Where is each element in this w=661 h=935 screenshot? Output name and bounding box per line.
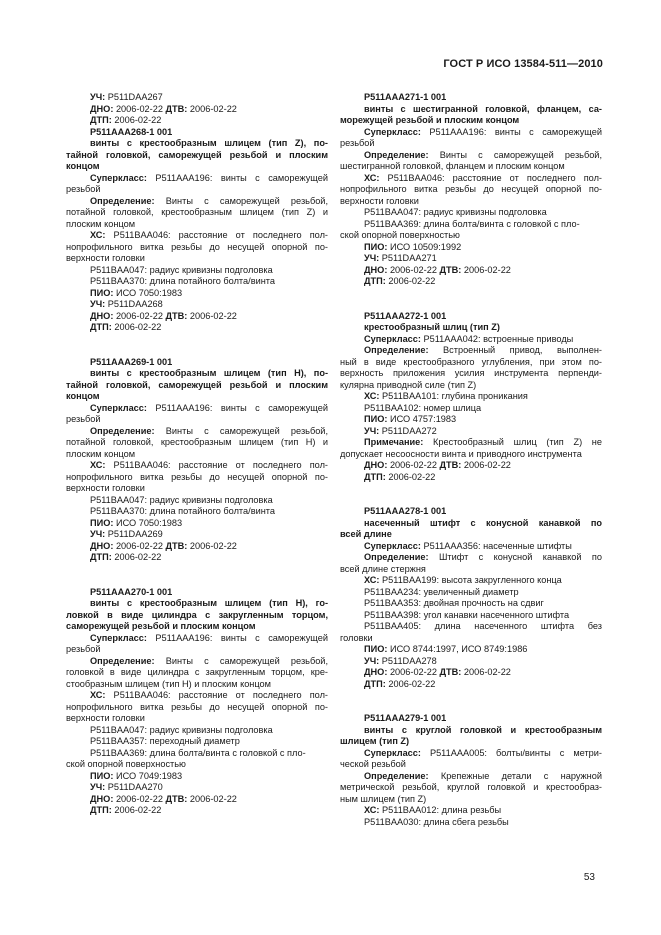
line: резьбой bbox=[340, 138, 375, 148]
line bbox=[340, 575, 602, 587]
field-label: УЧ: bbox=[90, 529, 106, 539]
line bbox=[340, 541, 602, 553]
field-value: 2006-02-22 bbox=[187, 793, 237, 804]
line bbox=[66, 230, 328, 242]
field-label: ДТВ: bbox=[165, 540, 188, 551]
line: головки bbox=[340, 632, 373, 643]
line: шестигранной головкой, фланцем и плоским концом bbox=[340, 161, 565, 171]
line: нопрофильного витка резьбы до несущей опорной по- bbox=[66, 471, 328, 482]
left-column bbox=[66, 92, 328, 840]
line: плоским концом bbox=[66, 218, 136, 229]
field-label: ДНО: bbox=[364, 460, 388, 470]
field-value: 2006-02-22 bbox=[461, 264, 511, 275]
field-label: ПИО: bbox=[90, 770, 114, 781]
line: ным шлицем (тип Z) bbox=[340, 793, 427, 804]
field-label: ПИО: bbox=[364, 414, 388, 424]
field-value: Крестообразный шлиц (тип Z) не bbox=[423, 437, 602, 447]
field-label: ДТП: bbox=[90, 115, 112, 125]
entry-title: шлицем (тип Z) bbox=[340, 736, 410, 746]
field-label: Определение: bbox=[364, 552, 429, 562]
line bbox=[340, 552, 602, 564]
line bbox=[340, 391, 602, 403]
field-label: ДТВ: bbox=[439, 667, 462, 677]
field-value: ИСО 10509:1992 bbox=[387, 241, 462, 252]
field-value: P511AAA196: винты с саморежущей bbox=[146, 632, 328, 643]
field-label: ДНО: bbox=[90, 793, 114, 804]
line: верхности головки bbox=[66, 713, 145, 723]
line bbox=[66, 115, 328, 127]
entry-title: тайной головкой, саморежущей резьбой и плоским bbox=[66, 149, 328, 160]
line bbox=[66, 322, 328, 334]
line bbox=[340, 472, 602, 484]
entry-title: винты с крестообразным шлицем (тип Z), по- bbox=[90, 138, 328, 148]
line: нопрофильного витка резьбы до несущей опорной по- bbox=[66, 241, 328, 252]
line bbox=[340, 127, 602, 139]
line: кулярна приводной силе (тип Z) bbox=[340, 379, 477, 390]
field-value: 2006-02-22 bbox=[187, 310, 237, 321]
field-value: P511AAA042: встроенные приводы bbox=[420, 333, 574, 344]
entry bbox=[66, 587, 328, 817]
field-value: P511AAA005: болты/винты с метри- bbox=[420, 747, 602, 758]
field-value: 2006-02-22 bbox=[385, 276, 436, 286]
field-value: P511DAA270 bbox=[105, 782, 163, 792]
field-label: УЧ: bbox=[90, 299, 106, 309]
field-value: P511BAA199: высота закругленного конца bbox=[379, 575, 562, 585]
field-label: Определение: bbox=[90, 195, 155, 206]
field-value: 2006-02-22 bbox=[187, 103, 237, 114]
field-label: ХС: bbox=[364, 391, 380, 401]
entry-code: P511AAA272-1 001 bbox=[364, 310, 447, 321]
line: P511BAA047: радиус кривизны подголовка bbox=[364, 207, 547, 217]
line bbox=[340, 253, 602, 265]
line bbox=[66, 771, 328, 783]
field-value: P511BAA046: расстояние от последнего пол- bbox=[105, 460, 328, 470]
line bbox=[340, 242, 602, 254]
field-label: ДНО: bbox=[364, 667, 388, 677]
entry-title: саморежущей резьбой и плоским концом bbox=[66, 621, 256, 631]
field-value: ИСО 7049:1983 bbox=[113, 770, 183, 781]
field-value: 2006-02-22 bbox=[113, 793, 166, 804]
line bbox=[340, 437, 602, 449]
line bbox=[340, 426, 602, 438]
entry-title: винты с круглой головкой и крестообразным bbox=[364, 724, 602, 735]
field-label: Суперкласс: bbox=[90, 402, 147, 413]
field-value: 2006-02-22 bbox=[387, 264, 440, 275]
line bbox=[340, 265, 602, 277]
line bbox=[66, 403, 328, 415]
line bbox=[66, 690, 328, 702]
field-value: P511BAA101: глубина проникания bbox=[379, 391, 528, 401]
line bbox=[340, 460, 602, 472]
entry-code: P511AAA268-1 001 bbox=[90, 126, 173, 137]
document-header: ГОСТ Р ИСО 13584-511—2010 bbox=[443, 58, 603, 70]
entry-title: винты с шестигранной головкой, фланцем, са- bbox=[364, 103, 602, 114]
line bbox=[66, 288, 328, 300]
field-label: ДТП: bbox=[90, 322, 112, 332]
line bbox=[66, 311, 328, 323]
field-value: Штифт с конусной канавкой по bbox=[428, 552, 602, 562]
entry bbox=[66, 92, 328, 334]
field-label: ХС: bbox=[90, 230, 106, 240]
field-value: Винты с саморежущей резьбой, bbox=[154, 425, 328, 436]
line: всей длине стержня bbox=[340, 563, 426, 574]
field-label: ДТВ: bbox=[165, 103, 188, 114]
field-label: Примечание: bbox=[364, 437, 424, 447]
entry bbox=[340, 506, 602, 690]
line bbox=[340, 414, 602, 426]
field-label: Суперкласс: bbox=[364, 126, 421, 137]
field-label: Суперкласс: bbox=[90, 632, 147, 643]
field-label: ДТП: bbox=[90, 805, 112, 815]
line: стообразным шлицем (тип H) и плоским концом bbox=[66, 678, 271, 689]
line: нопрофильного витка резьбы до несущей опорной по- bbox=[340, 184, 602, 194]
entry-code: P511AAA269-1 001 bbox=[90, 356, 173, 367]
entry-title: всей длине bbox=[340, 529, 392, 539]
entry-code: P511AAA278-1 001 bbox=[364, 506, 447, 516]
field-value: 2006-02-22 bbox=[385, 471, 436, 482]
line: допускает несоосности винта и приводного инструмента bbox=[340, 448, 582, 459]
entry-title: крестообразный шлиц (тип Z) bbox=[364, 322, 500, 332]
field-label: УЧ: bbox=[364, 425, 380, 436]
field-label: Суперкласс: bbox=[90, 172, 147, 183]
line: верхности головки bbox=[66, 483, 145, 493]
line: ческой резьбой bbox=[340, 759, 406, 769]
line bbox=[66, 794, 328, 806]
field-value: P511DAA267 bbox=[105, 92, 163, 102]
field-value: P511AAA196: винты с саморежущей bbox=[420, 126, 602, 137]
field-label: ДТП: bbox=[364, 678, 386, 689]
field-label: ХС: bbox=[364, 575, 380, 585]
field-value: ИСО 4757:1983 bbox=[387, 414, 457, 424]
line: P511BAA047: радиус кривизны подголовка bbox=[90, 494, 273, 505]
field-label: ДТП: bbox=[364, 276, 386, 286]
field-label: УЧ: bbox=[90, 782, 106, 792]
field-value: P511BAA046: расстояние от последнего пол- bbox=[379, 172, 602, 183]
field-label: ДТП: bbox=[90, 552, 112, 562]
field-label: ПИО: bbox=[90, 517, 114, 528]
line bbox=[340, 345, 602, 357]
line: потайной головкой, крестообразным шлицем (тип Z) и bbox=[66, 207, 328, 217]
field-value: P511AAA356: насеченные штифты bbox=[420, 540, 572, 551]
field-label: ДНО: bbox=[90, 540, 114, 551]
line: P511BAA405: длина насеченного штифта без bbox=[364, 621, 602, 631]
line bbox=[340, 276, 602, 288]
field-label: Суперкласс: bbox=[364, 333, 421, 344]
field-value: P511DAA269 bbox=[105, 529, 163, 539]
field-label: ДТВ: bbox=[439, 264, 462, 275]
field-label: ДНО: bbox=[90, 310, 114, 321]
line bbox=[340, 748, 602, 760]
line bbox=[66, 196, 328, 208]
field-value: 2006-02-22 bbox=[113, 103, 166, 114]
field-value: ИСО 7050:1983 bbox=[113, 517, 183, 528]
line bbox=[340, 150, 602, 162]
entry bbox=[340, 713, 602, 828]
field-label: ХС: bbox=[364, 172, 380, 183]
line: P511BAA369: длина болта/винта с головкой с пло- bbox=[364, 218, 580, 229]
entry-title: винты с крестообразным шлицем (тип H), по- bbox=[90, 368, 328, 378]
entry bbox=[340, 92, 602, 288]
line: P511BAA357: переходный диаметр bbox=[90, 736, 240, 746]
field-value: Винты с саморежущей резьбой, bbox=[428, 149, 602, 160]
line: плоским концом bbox=[66, 448, 136, 459]
field-value: P511BAA012: длина резьбы bbox=[379, 805, 502, 815]
line bbox=[66, 299, 328, 311]
line: P511BAA398: угол канавки насеченного штифта bbox=[364, 609, 570, 620]
line: P511BAA102: номер шлица bbox=[364, 402, 482, 413]
line bbox=[66, 529, 328, 541]
field-value: ИСО 7050:1983 bbox=[113, 287, 183, 298]
field-value: 2006-02-22 bbox=[187, 540, 237, 551]
line: P511BAA369: длина болта/винта с головкой с пло- bbox=[90, 747, 306, 758]
line bbox=[340, 771, 602, 783]
field-label: УЧ: bbox=[364, 655, 380, 666]
line bbox=[66, 92, 328, 104]
field-value: 2006-02-22 bbox=[111, 552, 162, 562]
field-label: ХС: bbox=[90, 690, 106, 700]
field-label: ХС: bbox=[364, 805, 380, 815]
entry-title: винты с крестообразным шлицем (тип H), го- bbox=[90, 598, 328, 608]
entry-code: P511AAA279-1 001 bbox=[364, 713, 447, 723]
field-label: Суперкласс: bbox=[364, 540, 421, 551]
field-value: 2006-02-22 bbox=[113, 540, 166, 551]
entry-title: концом bbox=[66, 391, 100, 401]
field-value: 2006-02-22 bbox=[113, 310, 166, 321]
line: головкой в виде цилиндра с закругленным торцом, кре- bbox=[66, 667, 328, 677]
line bbox=[66, 518, 328, 530]
line bbox=[66, 173, 328, 185]
line bbox=[66, 426, 328, 438]
line: резьбой bbox=[66, 184, 101, 194]
field-value: 2006-02-22 bbox=[461, 667, 511, 677]
entry-code: P511AAA270-1 001 bbox=[90, 586, 173, 597]
line: P511BAA047: радиус кривизны подголовка bbox=[90, 264, 273, 275]
field-value: P511AAA196: винты с саморежущей bbox=[146, 402, 328, 413]
field-label: Определение: bbox=[90, 655, 155, 666]
line bbox=[340, 334, 602, 346]
field-label: ДТВ: bbox=[165, 310, 188, 321]
page-number: 53 bbox=[583, 872, 595, 883]
entry-code: P511AAA271-1 001 bbox=[364, 92, 447, 102]
entry-title: морежущей резьбой и плоским концом bbox=[340, 115, 520, 125]
line bbox=[66, 633, 328, 645]
line bbox=[340, 656, 602, 668]
line bbox=[66, 552, 328, 564]
line bbox=[66, 782, 328, 794]
line bbox=[340, 173, 602, 185]
field-value: P511AAA196: винты с саморежущей bbox=[146, 172, 328, 183]
field-label: Суперкласс: bbox=[364, 747, 421, 758]
field-label: ДНО: bbox=[90, 103, 114, 114]
field-value: 2006-02-22 bbox=[111, 322, 162, 332]
field-value: 2006-02-22 bbox=[385, 678, 436, 689]
field-value: P511BAA046: расстояние от последнего пол- bbox=[105, 230, 328, 240]
field-value: 2006-02-22 bbox=[111, 115, 162, 125]
field-value: ИСО 8744:1997, ИСО 8749:1986 bbox=[387, 644, 528, 654]
line: верхности головки bbox=[340, 195, 419, 206]
field-label: УЧ: bbox=[364, 253, 380, 263]
field-value: 2006-02-22 bbox=[387, 460, 440, 470]
field-label: ПИО: bbox=[364, 644, 388, 654]
line bbox=[66, 541, 328, 553]
field-label: УЧ: bbox=[90, 92, 106, 102]
field-value: 2006-02-22 bbox=[387, 667, 440, 677]
line: потайной головкой, крестообразным шлицем (тип H) и bbox=[66, 437, 328, 447]
line: нопрофильного витка резьбы до несущей опорной по- bbox=[66, 701, 328, 712]
field-label: ПИО: bbox=[364, 241, 388, 252]
field-value: Винты с саморежущей резьбой, bbox=[154, 195, 328, 206]
line bbox=[66, 656, 328, 668]
field-label: Определение: bbox=[364, 149, 429, 160]
line: P511BAA234: увеличенный диаметр bbox=[364, 586, 519, 597]
field-label: ДТВ: bbox=[165, 793, 188, 804]
field-label: Определение: bbox=[364, 345, 429, 355]
line: метрической резьбой, круглой головкой и крестообраз- bbox=[340, 782, 602, 792]
entry-title: концом bbox=[66, 161, 100, 171]
field-value: Встроенный привод, выполнен- bbox=[428, 345, 602, 355]
line: резьбой bbox=[66, 414, 101, 424]
line bbox=[66, 104, 328, 116]
field-value: 2006-02-22 bbox=[461, 460, 511, 470]
field-label: ДНО: bbox=[364, 264, 388, 275]
line: ный в виде крестообразного углубления, при этом по- bbox=[340, 356, 602, 367]
line: P511BAA030: длина сбега резьбы bbox=[364, 816, 509, 827]
line: P511BAA047: радиус кривизны подголовка bbox=[90, 724, 273, 735]
line: резьбой bbox=[66, 644, 101, 654]
field-value: Крепежные детали с наружной bbox=[428, 770, 602, 781]
line bbox=[340, 679, 602, 691]
line: ской опорной поверхностью bbox=[340, 230, 460, 240]
line: верхности головки bbox=[66, 253, 145, 263]
field-value: P511BAA046: расстояние от последнего пол- bbox=[105, 690, 328, 700]
line: P511BAA353: двойная прочность на сдвиг bbox=[364, 598, 544, 608]
field-label: Определение: bbox=[90, 425, 155, 436]
entry-title: насеченный штифт с конусной канавкой по bbox=[364, 517, 602, 528]
line bbox=[340, 805, 602, 817]
line: ской опорной поверхностью bbox=[66, 759, 186, 769]
field-value: P511DAA272 bbox=[379, 425, 437, 436]
line bbox=[66, 805, 328, 817]
field-label: ХС: bbox=[90, 460, 106, 470]
entry bbox=[340, 311, 602, 484]
line: P511BAA370: длина потайного болта/винта bbox=[90, 276, 276, 286]
field-value: P511DAA278 bbox=[379, 655, 437, 666]
entry-title: тайной головкой, саморежущей резьбой и плоским bbox=[66, 379, 328, 390]
entry-title: ловкой в виде цилиндра с закругленным торцом, bbox=[66, 609, 328, 620]
line: верхность приложения усилия инструмента перпенди- bbox=[340, 368, 602, 378]
line: P511BAA370: длина потайного болта/винта bbox=[90, 506, 276, 516]
field-value: P511DAA268 bbox=[105, 299, 163, 309]
right-column bbox=[340, 92, 602, 851]
line bbox=[340, 644, 602, 656]
field-label: ДТП: bbox=[364, 471, 386, 482]
line bbox=[340, 667, 602, 679]
field-value: 2006-02-22 bbox=[111, 805, 162, 815]
field-label: Определение: bbox=[364, 770, 429, 781]
entry bbox=[66, 357, 328, 564]
line bbox=[66, 460, 328, 472]
field-value: Винты с саморежущей резьбой, bbox=[154, 655, 328, 666]
field-label: ДТВ: bbox=[439, 460, 462, 470]
field-value: P511DAA271 bbox=[379, 253, 437, 263]
field-label: ПИО: bbox=[90, 287, 114, 298]
